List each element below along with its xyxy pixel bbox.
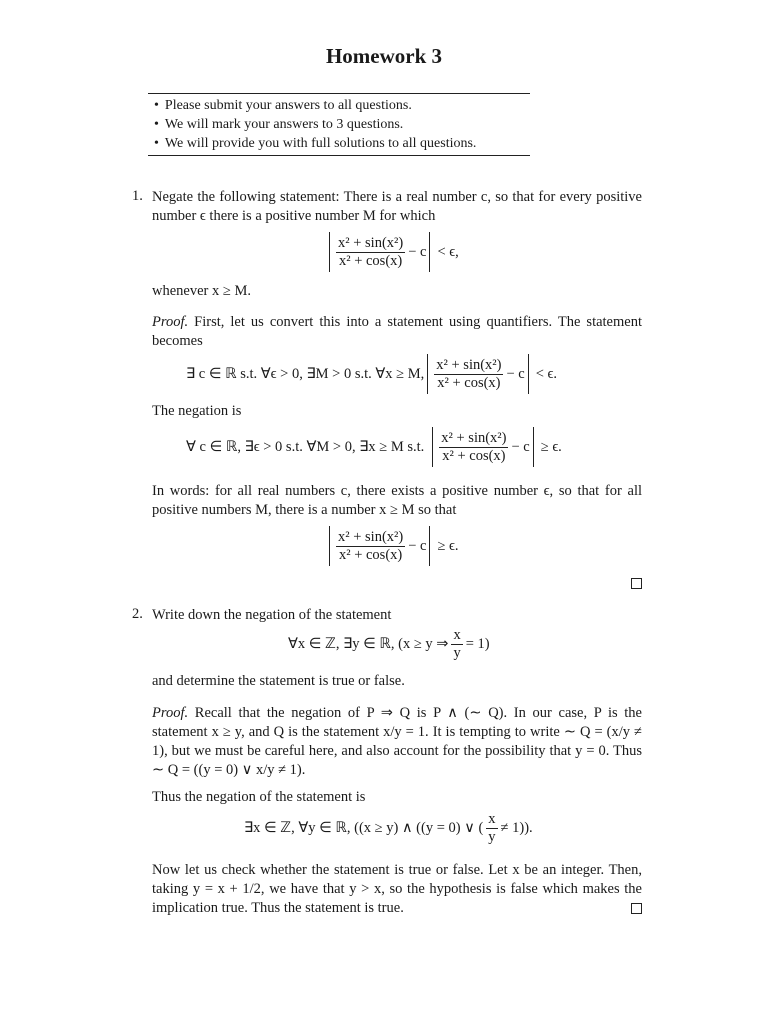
question-number: 1. — [132, 188, 143, 204]
equation-relation: ≥ ϵ. — [437, 537, 459, 554]
instructions-box — [148, 93, 530, 156]
fraction-denominator: y — [488, 829, 496, 845]
proof-text: Recall that the negation of P ⇒ Q is P ∧ (∼ Q). In our case, P is the statement x ≥ y, and Q is the statement x/y = 1. It is tempting to write ∼ Q = (x/y ≠ 1), but we must be careful here, and also account for the possibility that y = 0. Thus ∼ Q = ((y = 0) ∨ x/y ≠ 1). — [152, 705, 642, 778]
proof-paragraph — [152, 313, 642, 351]
question-1-statement: Negate the following statement: There is a real number c, so that for every positive number ϵ there is a positive number M for which — [152, 189, 642, 224]
equation-negation — [186, 427, 562, 467]
equation-relation: < ϵ. — [535, 365, 558, 382]
instruction-item: • We will mark your answers to 3 questions. — [154, 115, 530, 134]
equation-prefix: ∀x ∈ ℤ, ∃y ∈ ℝ, (x ≥ y ⇒ — [288, 636, 449, 652]
qed-square-icon — [631, 903, 642, 914]
page-title: Homework 3 — [325, 44, 443, 68]
equation-suffix: = 1) — [465, 636, 490, 652]
equation-prefix: ∃x ∈ ℤ, ∀y ∈ ℝ, ((x ≥ y) ∧ ((y = 0) ∨ ( — [244, 820, 484, 836]
proof-paragraph — [152, 704, 642, 780]
fraction-numerator: x² + sin(x²) — [338, 234, 404, 251]
fraction-numerator: x² + sin(x²) — [436, 356, 502, 373]
absolute-value — [329, 232, 430, 272]
equation-words — [326, 526, 459, 566]
fraction-denominator: x² + cos(x) — [338, 546, 403, 563]
fraction-denominator: y — [453, 645, 461, 661]
equation-suffix: ≠ 1)). — [500, 820, 533, 836]
equation-prefix: ∀ c ∈ ℝ, ∃ϵ > 0 s.t. ∀M > 0, ∃x ≥ M s.t. — [186, 438, 425, 455]
thus-text: Thus the negation of the statement is — [152, 789, 366, 805]
equation-term: − c — [408, 537, 427, 554]
fraction-denominator: x² + cos(x) — [437, 374, 501, 391]
equation-q2 — [288, 628, 490, 661]
question-number: 2. — [132, 606, 143, 622]
equation-prefix: ∃ c ∈ ℝ s.t. ∀ϵ > 0, ∃M > 0 s.t. ∀x ≥ M, — [186, 365, 425, 382]
instruction-item: • Please submit your answers to all questions. — [154, 96, 530, 115]
instruction-item: • We will provide you with full solutions to all questions. — [154, 134, 530, 153]
proof-label: Proof. — [152, 705, 189, 721]
absolute-value — [329, 526, 430, 566]
equation-relation: < ϵ, — [437, 243, 459, 260]
words-paragraph: In words: for all real numbers c, there exists a positive number ϵ, so that for all positive numbers M, there is a number x ≥ M so that — [152, 483, 642, 518]
final-paragraph: Now let us check whether the statement is true or false. Let x be an integer. Then, taking y = x + 1/2, we have that y > x, so the hypothesis is false which makes the implication true. Thus the statement is true. — [152, 862, 642, 916]
equation-term: − c — [506, 365, 525, 382]
proof-label: Proof. — [152, 314, 189, 330]
question-2-statement: Write down the negation of the statement — [152, 607, 392, 623]
whenever-text: whenever x ≥ M. — [152, 283, 251, 299]
fraction-numerator: x — [453, 627, 461, 643]
fraction-numerator: x² + sin(x²) — [338, 528, 404, 545]
equation-term: − c — [408, 243, 427, 260]
equation-term: − c — [511, 438, 530, 455]
absolute-value — [432, 427, 533, 467]
fraction-denominator: x² + cos(x) — [442, 447, 506, 464]
fraction-denominator: x² + cos(x) — [338, 252, 403, 269]
proof-text: First, let us convert this into a statement using quantifiers. The statement becomes — [152, 314, 642, 349]
fraction-numerator: x — [488, 811, 496, 827]
equation-1 — [326, 232, 459, 272]
qed-square-icon — [631, 578, 642, 589]
equation-relation: ≥ ϵ. — [540, 438, 562, 455]
equation-quantifiers — [186, 354, 557, 394]
absolute-value — [427, 354, 528, 394]
determine-text: and determine the statement is true or false. — [152, 673, 405, 689]
negation-intro: The negation is — [152, 403, 242, 419]
equation-q2-negation — [244, 812, 533, 845]
fraction-numerator: x² + sin(x²) — [441, 429, 507, 446]
